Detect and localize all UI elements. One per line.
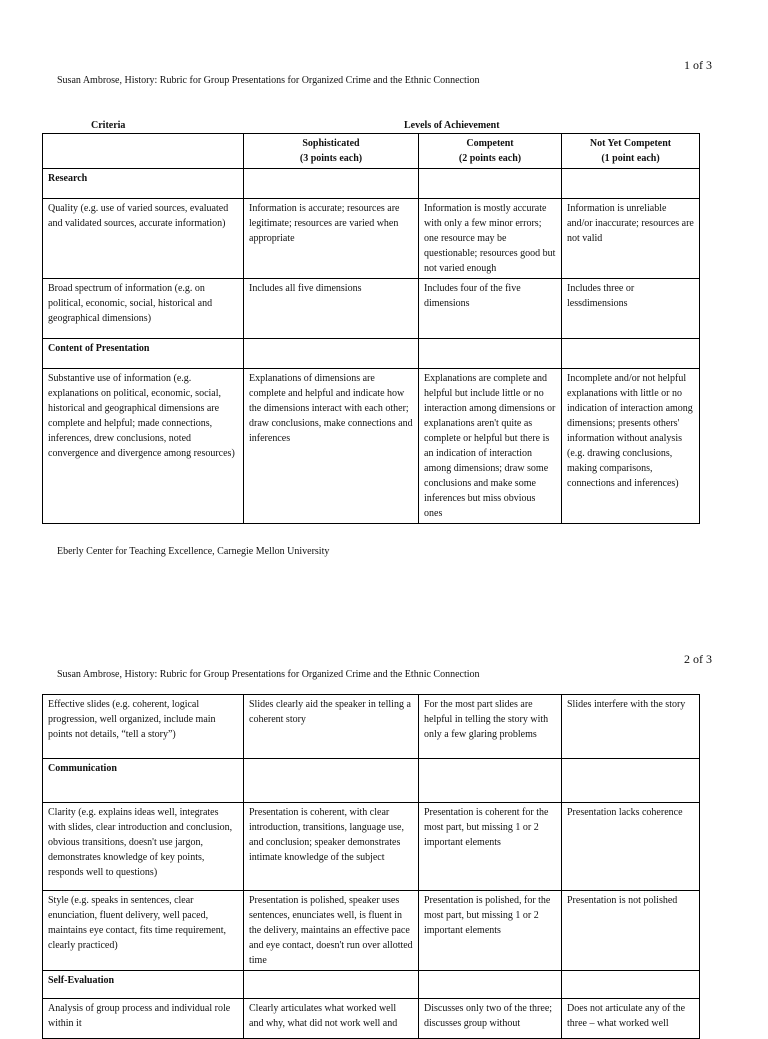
criterion-row-clarity	[43, 803, 700, 891]
page-header: Susan Ambrose, History: Rubric for Group Presentations for Organized Crime and the Ethnic Connection	[57, 75, 480, 86]
rubric-cell	[562, 759, 700, 803]
rubric-cell: Explanations of dimensions are complete and helpful and indicate how the dimensions interact with each other; draw conclusions, make connections and inferences	[244, 369, 419, 524]
criterion-cell: Broad spectrum of information (e.g. on political, economic, social, historical and geographical dimensions)	[43, 279, 244, 339]
column-header-not-yet-competent	[562, 134, 700, 169]
rubric-cell: Includes three or lessdimensions	[562, 279, 700, 339]
rubric-cell: Clearly articulates what worked well and why, what did not work well and	[244, 999, 419, 1039]
criterion-row-style	[43, 891, 700, 971]
section-row-research	[43, 169, 700, 199]
section-label: Research	[43, 169, 244, 199]
page-number: 2 of 3	[684, 652, 712, 666]
column-header-competent	[419, 134, 562, 169]
column-points: (3 points each)	[299, 153, 363, 164]
rubric-table-continued	[42, 694, 700, 1039]
rubric-cell	[419, 169, 562, 199]
criterion-row-analysis	[43, 999, 700, 1039]
column-points: (2 points each)	[458, 153, 522, 164]
rubric-cell	[244, 339, 419, 369]
rubric-cell	[244, 971, 419, 999]
page-header: Susan Ambrose, History: Rubric for Group Presentations for Organized Crime and the Ethnic Connection	[57, 669, 480, 680]
criterion-row-broad-spectrum	[43, 279, 700, 339]
criterion-cell: Quality (e.g. use of varied sources, evaluated and validated sources, accurate information)	[43, 199, 244, 279]
levels-caption: Levels of Achievement	[404, 120, 500, 131]
rubric-cell	[562, 971, 700, 999]
rubric-cell: Includes all five dimensions	[244, 279, 419, 339]
rubric-cell: Information is unreliable and/or inaccurate; resources are not valid	[562, 199, 700, 279]
rubric-cell	[244, 759, 419, 803]
section-row-self-evaluation	[43, 971, 700, 999]
rubric-cell: Slides interfere with the story	[562, 695, 700, 759]
page-number: 1 of 3	[684, 58, 712, 72]
section-label: Communication	[43, 759, 244, 803]
rubric-cell: Includes four of the five dimensions	[419, 279, 562, 339]
criteria-caption: Criteria	[91, 120, 126, 131]
section-row-communication	[43, 759, 700, 803]
rubric-cell	[562, 169, 700, 199]
rubric-cell: Discusses only two of the three; discusses group without	[419, 999, 562, 1039]
criterion-cell: Effective slides (e.g. coherent, logical progression, well organized, include main points not details, “tell a story”)	[43, 695, 244, 759]
rubric-cell: Presentation is coherent for the most part, but missing 1 or 2 important elements	[419, 803, 562, 891]
column-name: Sophisticated	[302, 138, 360, 149]
rubric-cell	[562, 339, 700, 369]
rubric-cell: Presentation is polished, for the most part, but missing 1 or 2 important elements	[419, 891, 562, 971]
criterion-cell: Clarity (e.g. explains ideas well, integrates with slides, clear introduction and conclusion, obvious transitions, doesn't use jargon, demonstrates knowledge of key points, responds well to questions)	[43, 803, 244, 891]
rubric-cell: Presentation is not polished	[562, 891, 700, 971]
rubric-cell: Information is accurate; resources are legitimate; resources are varied when appropriate	[244, 199, 419, 279]
rubric-cell: Does not articulate any of the three – what worked well	[562, 999, 700, 1039]
page-footer: Eberly Center for Teaching Excellence, Carnegie Mellon University	[57, 546, 330, 557]
criterion-row-substantive-use	[43, 369, 700, 524]
rubric-table	[42, 133, 700, 524]
criterion-cell: Substantive use of information (e.g. explanations on political, economic, social, historical and geographical dimensions are complete and helpful; made connections, inferences, drew conclusions, noted convergence and divergence among resources)	[43, 369, 244, 524]
rubric-cell: Information is mostly accurate with only a few minor errors; one resource may be questionable; resources good but not varied enough	[419, 199, 562, 279]
column-points: (1 point each)	[601, 153, 660, 164]
rubric-cell: Presentation lacks coherence	[562, 803, 700, 891]
rubric-cell: For the most part slides are helpful in telling the story with only a few glaring problems	[419, 695, 562, 759]
rubric-cell	[419, 759, 562, 803]
rubric-cell	[244, 169, 419, 199]
rubric-cell	[419, 339, 562, 369]
section-row-content	[43, 339, 700, 369]
rubric-cell: Presentation is coherent, with clear introduction, transitions, language use, and conclusion; speaker demonstrates intimate knowledge of the subject	[244, 803, 419, 891]
rubric-cell: Explanations are complete and helpful but include little or no interaction among dimensions or explanations aren't quite as complete or helpful but there is an indication of interaction among dimensions; draw some conclusions and make some inferences but miss obvious ones	[419, 369, 562, 524]
criteria-header-cell	[43, 134, 244, 169]
criterion-cell: Style (e.g. speaks in sentences, clear enunciation, fluent delivery, well paced, maintains eye contact, fits time requirement, clearly practiced)	[43, 891, 244, 971]
section-label: Self-Evaluation	[43, 971, 244, 999]
column-name: Competent	[466, 138, 514, 149]
column-header-sophisticated	[244, 134, 419, 169]
rubric-cell	[419, 971, 562, 999]
rubric-cell: Slides clearly aid the speaker in telling a coherent story	[244, 695, 419, 759]
column-name: Not Yet Competent	[589, 138, 672, 149]
header-row	[43, 134, 700, 169]
rubric-cell: Presentation is polished, speaker uses sentences, enunciates well, is fluent in the delivery, maintains an effective pace and eye contact, doesn't run over allotted time	[244, 891, 419, 971]
criterion-row-quality	[43, 199, 700, 279]
rubric-cell: Incomplete and/or not helpful explanations with little or no indication of interaction among dimensions; presents others' information without analysis (e.g. drawing conclusions, making comparisons, connections and inferences)	[562, 369, 700, 524]
criterion-cell: Analysis of group process and individual role within it	[43, 999, 244, 1039]
section-label: Content of Presentation	[43, 339, 244, 369]
criterion-row-effective-slides	[43, 695, 700, 759]
